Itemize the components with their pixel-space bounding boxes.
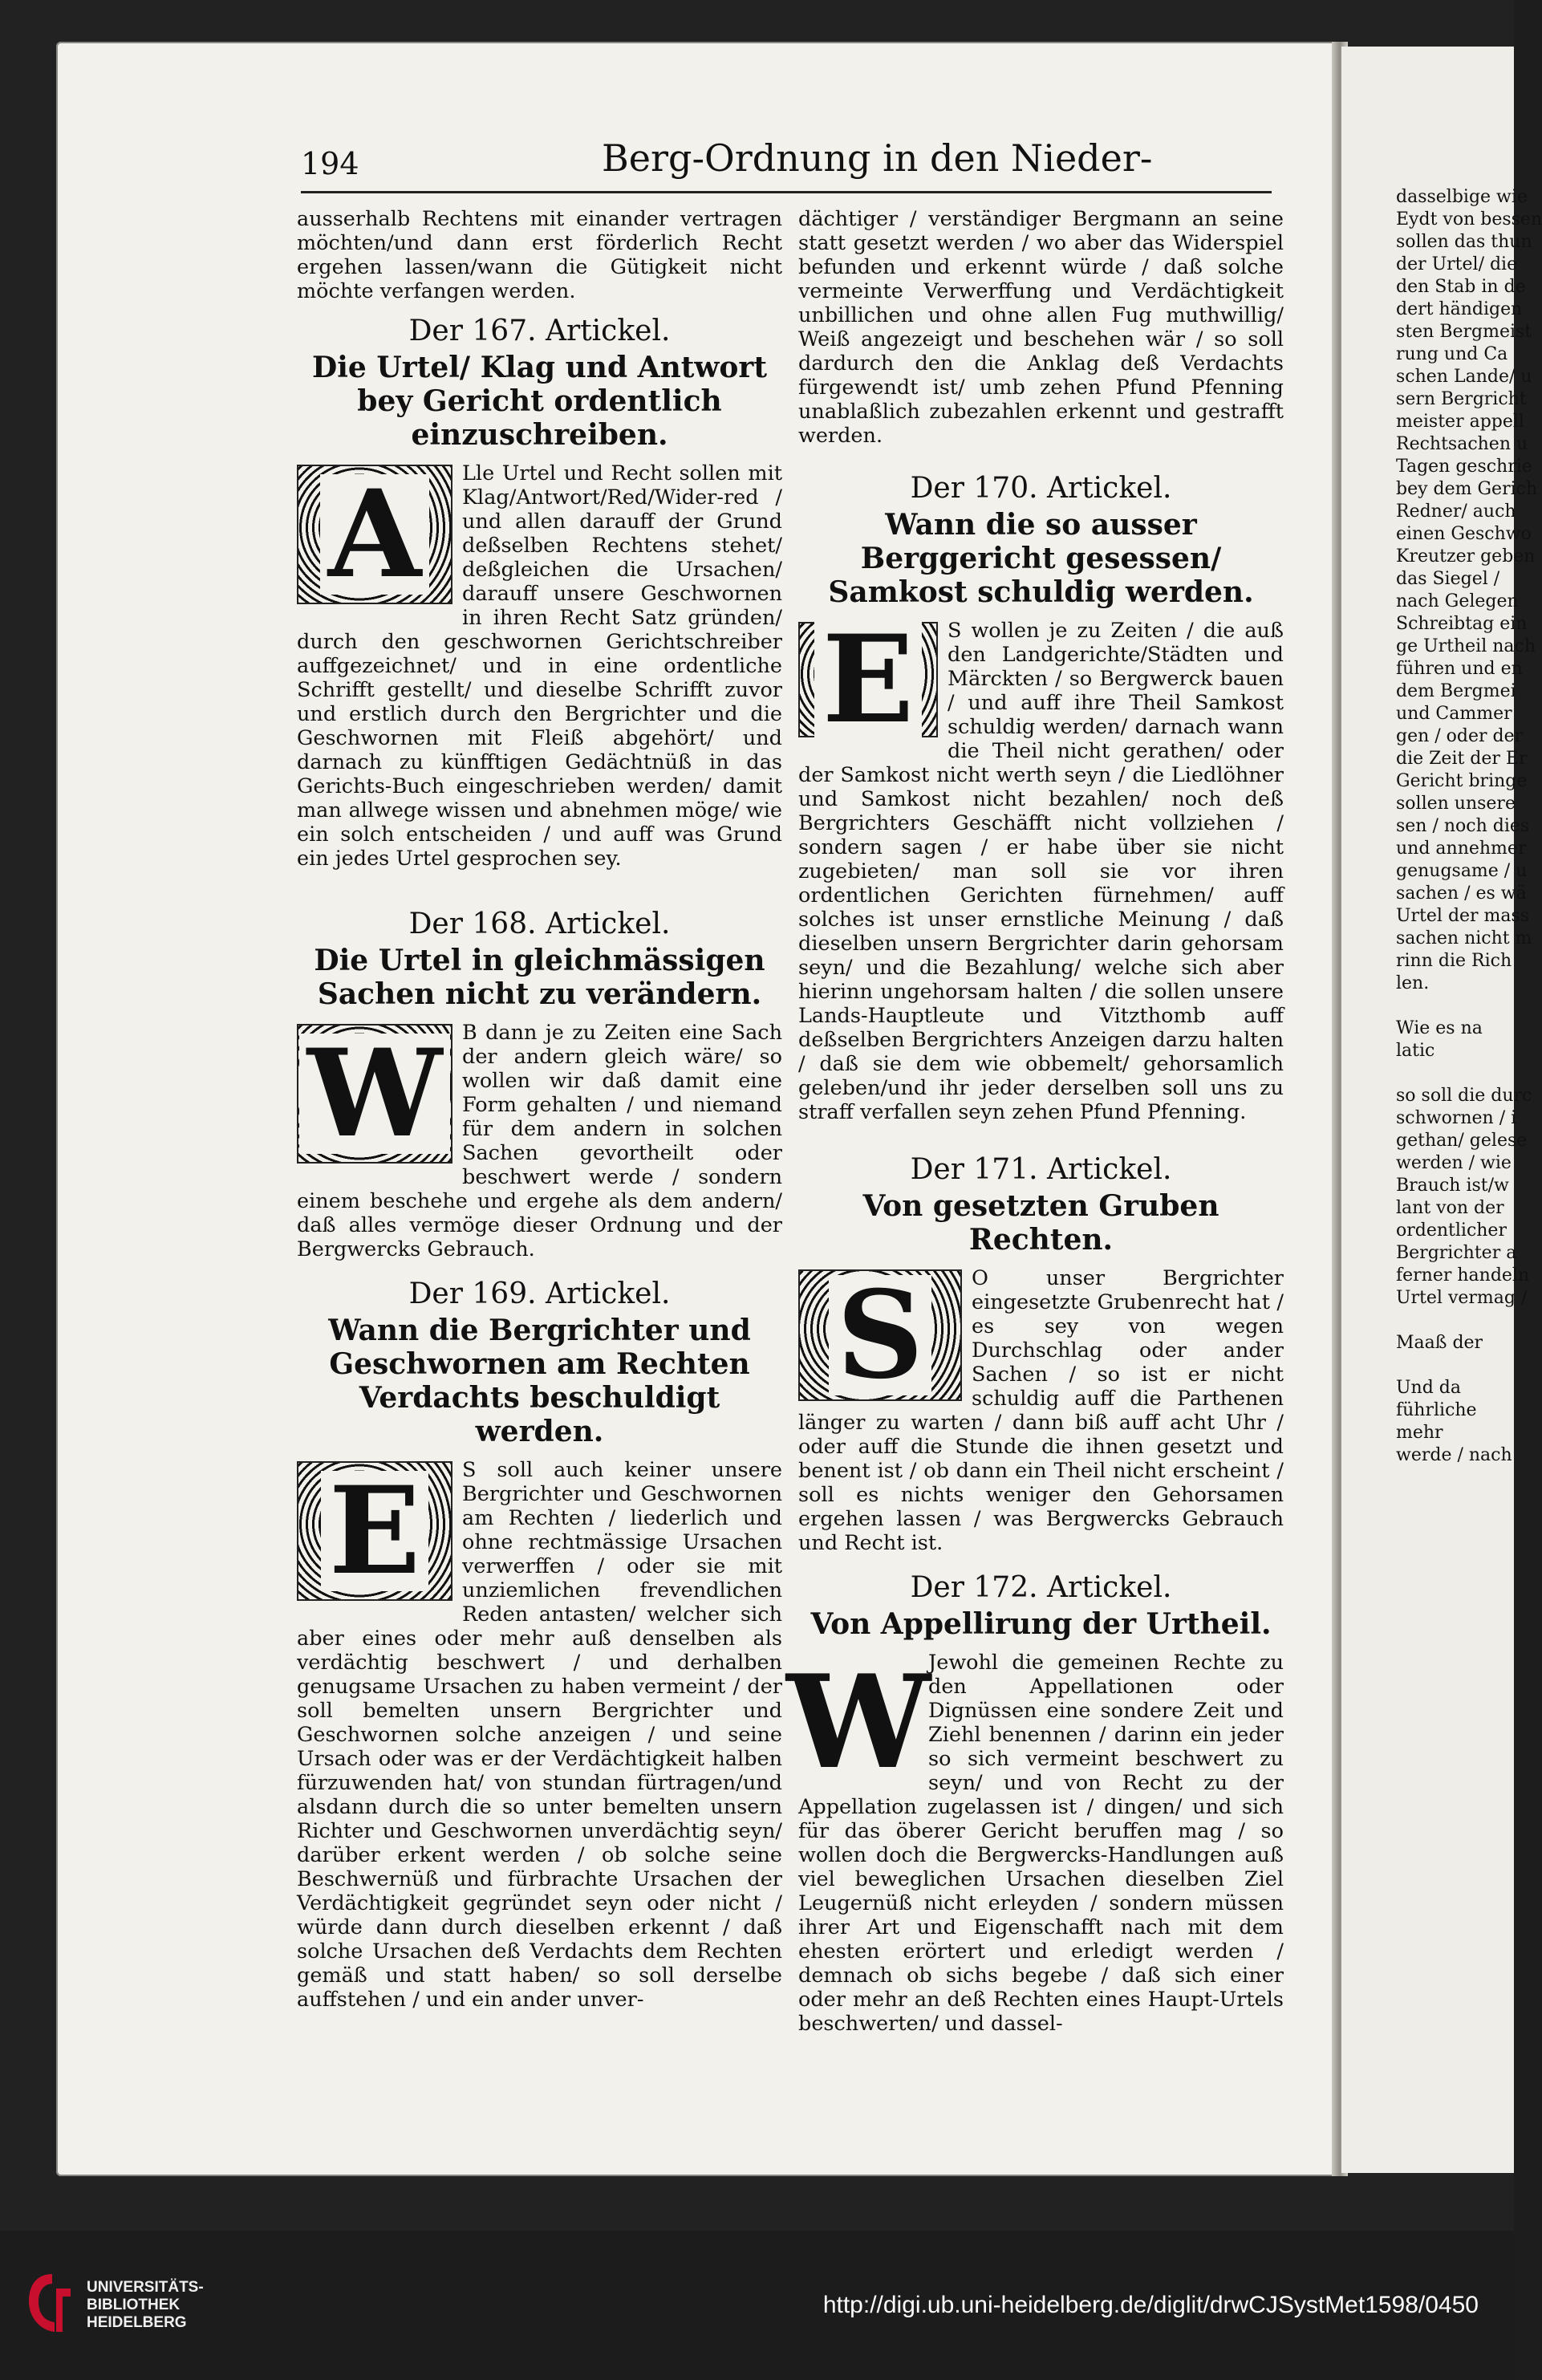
initial-letter: E	[814, 619, 922, 740]
right-page-line: latic	[1396, 1041, 1435, 1061]
right-page-line: sollen unsere	[1396, 794, 1516, 814]
right-page-line: werden / wie	[1396, 1153, 1512, 1173]
right-page-line	[1396, 1310, 1508, 1332]
right-page-line: Urtel vermag /	[1396, 1288, 1528, 1308]
right-page-line: so soll die durc	[1396, 1086, 1532, 1106]
right-page-line: sollen das thun	[1396, 232, 1532, 252]
right-page-line: der Urtel/ die	[1396, 254, 1518, 274]
right-page-line: nach Gelegen	[1396, 591, 1519, 611]
running-head: Berg-Ordnung in den Nieder-	[602, 136, 1153, 180]
right-page-line: einen Geschwo	[1396, 524, 1532, 544]
initial-letter: S	[829, 1275, 931, 1395]
right-page-line: werde / nach	[1396, 1445, 1512, 1465]
right-page-line: führliche	[1396, 1400, 1477, 1420]
library-name-line: HEIDELBERG	[87, 2314, 187, 2331]
library-name-line: BIBLIOTHEK	[87, 2297, 181, 2313]
right-page-line: Wie es na	[1396, 1018, 1483, 1038]
right-page-line: schen Lande/ u	[1396, 367, 1532, 387]
right-page-line: meister appell	[1396, 412, 1524, 432]
article-body: S wollen je zu Zeiten / die auß den Landgerichte/Städten und Märckten / so Bergwerck bauen / und auff ihre Theil Samkost schuldig werden/ darnach wann die Theil nicht gerathen/ oder der Samkost nicht werth seyn / die Liedlöhner und Samkost nicht bezahlen/ noch deß Bergrichters Geschäfft nicht vollziehen / sondern sagen / er habe über sie nicht zugebieten/ man soll sie vor ihren ordentlichen Gerichten fürnehmen/ auff solches ist unser ernstliche Meinung / daß dieselben unsern Bergrichter darin gehorsam seyn/ und die Bezahlung/ welche sich aber hierinn ungehorsam halten / die sollen unsere Lands-Hauptleute und Vitzthomb auff deßselben Bergrichters Anzeigen darzu halten / daß sie dem wie obbemelt/ gehorsamlich geleben/und ihr jeder derselben soll uns zu straff verfallen seyn zehen Pfund Pfenning.	[798, 619, 1284, 1124]
article-number: Der 172. Artickel.	[910, 1571, 1172, 1604]
right-page-line: und annehmer	[1396, 839, 1527, 859]
right-page-line: Gericht bringe	[1396, 771, 1528, 791]
article-title: Von gesetzten Gruben Rechten.	[862, 1189, 1219, 1257]
right-page-line: sachen / es wä	[1396, 883, 1527, 904]
article-body: Jewohl die gemeinen Rechte zu den Appellationen oder Dignüssen eine sondere Zeit und Ziehl benennen / darinn ein jeder so sich vermeint beschwert zu seyn/ und von Recht zu der Appellation zugelassen ist / dingen/ und sich für das öberer Gericht beruffen mag / so wollen doch die Bergwercks-Handlungen auß viel beweglichen Ursachen dieselben Ziel Leugernüß nicht erleyden / sondern müssen ihrer Art und Eigenschafft nach mit dem ehesten erörtert und erledigt werden / demnach ob sichs begebe / daß sich einer oder mehr an deß Rechten eines Haupt-Urtels beschwerten/ und dassel-	[798, 1651, 1284, 2036]
left-column	[297, 207, 782, 2017]
header-rule	[301, 191, 1272, 193]
right-page-line: mehr	[1396, 1423, 1443, 1443]
page-number: 194	[301, 146, 359, 181]
article-number: Der 171. Artickel.	[910, 1153, 1172, 1186]
right-page-line: Bergrichter a	[1396, 1243, 1517, 1263]
right-page-line: rinn die Rich	[1396, 951, 1512, 971]
right-page-line: sachen nicht m	[1396, 928, 1532, 948]
right-page-line: dem Bergmei	[1396, 681, 1516, 701]
right-page-line: schwornen / i	[1396, 1108, 1517, 1128]
right-page-line: sten Bergmeist	[1396, 322, 1532, 342]
initial-letter: W	[299, 1034, 450, 1154]
right-page-line	[1396, 995, 1508, 1017]
right-page-line: und Cammer	[1396, 704, 1512, 724]
permalink-url[interactable]: http://digi.ub.uni-heidelberg.de/diglit/drwCJSystMet1598/0450	[822, 2292, 1479, 2318]
initial-letter: A	[320, 474, 429, 595]
initial-letter: W	[786, 1647, 931, 1797]
article-title: Wann die so ausser Berggericht gesessen/ Samkost schuldig werden.	[828, 508, 1254, 609]
right-page-line: gethan/ gelese	[1396, 1131, 1528, 1151]
article-number: Der 170. Artickel.	[910, 472, 1172, 505]
right-page-line: den Stab in de	[1396, 277, 1526, 297]
library-name	[87, 2279, 204, 2332]
right-page-line: Und da	[1396, 1378, 1461, 1398]
library-name-line: UNIVERSITÄTS-	[87, 2279, 204, 2296]
right-page-line: genugsame / u	[1396, 861, 1528, 881]
article-body: S soll auch keiner unsere Bergrichter und Geschwornen am Rechten / liederlich und ohne rechtmässige Ursachen verwerffen / oder sie mit unziemlichen frevendlichen Reden antasten/ welcher sich aber eines oder mehr auß denselben als verdächtig beschwert / und derhalben genugsame Ursachen zu haben vermeint / der soll bemelten unsern Bergrichter und Geschwornen solche anzeigen / und seine Ursach oder was er der Verdächtigkeit halben fürzuwenden hat/ von stundan fürtragen/und alsdann durch die so unter bemelten unsern Richter und Geschwornen unverdächtig seyn/ darüber erkent werden / ob solche seine Beschwernüß und fürbrachte Ursachen der Verdächtigkeit gegründet seyn oder nicht / würde dann durch dieselben erkennt / daß solche Ursachen deß Verdachts dem Rechten gemäß und statt haben/ so soll derselbe auffstehen / und ein ander unver-	[297, 1458, 782, 2012]
decorated-initial	[798, 609, 938, 750]
right-page-line: gen / oder der	[1396, 726, 1524, 746]
right-page-line: sern Bergricht	[1396, 389, 1527, 409]
article-number: Der 168. Artickel.	[408, 908, 671, 940]
right-page-line: dert händigen	[1396, 299, 1523, 319]
right-page-line: ge Urtheil nach	[1396, 636, 1536, 656]
right-page-line: Kreutzer geben	[1396, 546, 1536, 567]
decorated-initial	[798, 1265, 962, 1406]
right-page-line: len.	[1396, 973, 1430, 993]
right-page-line: führen und en	[1396, 659, 1523, 679]
right-page-line: Maaß der	[1396, 1333, 1483, 1353]
right-page-text	[1396, 186, 1542, 1467]
continued-text: dächtiger / verständiger Bergmann an seine statt gesetzt werden / wo aber das Widerspiel befunden und erkennt würde / daß solche vermeinte Verwerffung und Verdächtigkeit unbillichen und ohne allen Fug muthwillig/ Weiß angezeigt und beschehen wär / so soll dardurch den die Anklag deß Verdachts fürgewendt ist/ umb zehen Pfund Pfenning unablaßlich zubezahlen erkennt und gestrafft werden.	[798, 207, 1284, 448]
right-page-line	[1396, 1062, 1508, 1085]
right-page-line: rung und Ca	[1396, 344, 1508, 364]
continued-text: ausserhalb Rechtens mit einander vertragen möchten/und dann erst förderlich Recht ergehen lassen/wann die Gütigkeit nicht möchte verfangen werden.	[297, 207, 782, 303]
right-page-line: Tagen geschrie	[1396, 457, 1532, 477]
decorated-initial	[297, 465, 452, 604]
article-title: Wann die Bergrichter und Geschwornen am Rechten Verdachts beschuldigt werden.	[328, 1314, 751, 1448]
right-page-line: dasselbige wie	[1396, 187, 1528, 207]
article-title: Die Urtel in gleichmässigen Sachen nicht zu verändern.	[314, 944, 765, 1011]
decorated-initial	[297, 1461, 452, 1601]
right-page-line: die Zeit der Er	[1396, 749, 1528, 769]
right-page-line: Urtel der mass	[1396, 906, 1530, 926]
university-logo-icon[interactable]	[24, 2269, 80, 2337]
article-title: Die Urtel/ Klag und Antwort bey Gericht ordentlich einzuschreiben.	[312, 351, 767, 452]
article-title: Von Appellirung der Urtheil.	[810, 1607, 1272, 1641]
right-page-line: lant von der	[1396, 1198, 1504, 1218]
initial-letter: E	[321, 1471, 428, 1591]
viewer-footer	[0, 2231, 1514, 2380]
fraktur-initial	[786, 1647, 931, 1797]
right-page-line: ordentlicher	[1396, 1220, 1507, 1241]
article-number: Der 169. Artickel.	[408, 1277, 671, 1310]
right-page-line: Schreibtag ein	[1396, 614, 1528, 634]
article-body: O unser Bergrichter eingesetzte Grubenrecht hat / es sey von wegen Durchschlag oder ander Sachen / so ist er nicht schuldig auff die Parthenen länger zu warten / dann biß auff acht Uhr / oder auff die Stunde die ihnen gesetzt und benent ist / ob dann ein Theil nicht erscheint / soll es nichts weniger den Gehorsamen ergehen lassen / was Bergwercks Gebrauch und Recht ist.	[798, 1266, 1284, 1555]
right-page-line: Rechtsachen u	[1396, 434, 1528, 454]
article-body: Lle Urtel und Recht sollen mit Klag/Antwort/Red/Wider-red / und allen darauff der Grund deßselben Rechtens stehet/ deßgleichen die Ursachen/ darauff unsere Geschwornen in ihren Recht Satz gründen/ durch den geschwornen Gerichtschreiber auffgezeichnet/ und in eine ordentliche Schrifft gestellt/ und dieselbe Schrifft zuvor und erstlich durch den Bergrichter und die Geschwornen mit Fleiß abgehört/ und darnach zu künfftigen Gedächtnüß in das Gerichts-Buch eingeschrieben werden/ damit man allwege wissen und abnehmen möge/ wie ein solch entscheiden / und auff was Grund ein jedes Urtel gesprochen sey.	[297, 461, 782, 871]
right-page-line: sen / noch dies	[1396, 816, 1530, 836]
decorated-initial	[297, 1024, 452, 1164]
right-page-line: bey dem Gerich	[1396, 479, 1538, 499]
right-page-line: ferner handeln	[1396, 1265, 1530, 1285]
right-page-line: Brauch ist/w	[1396, 1176, 1509, 1196]
right-page-line	[1396, 1354, 1508, 1377]
right-page-line: Redner/ auch	[1396, 502, 1516, 522]
middle-column	[786, 207, 1284, 2041]
article-number: Der 167. Artickel.	[408, 315, 671, 347]
right-page-line: das Siegel /	[1396, 569, 1500, 589]
right-page-line: Eydt von bessen	[1396, 209, 1542, 229]
article-body: B dann je zu Zeiten eine Sach der andern gleich wäre/ so wollen wir daß damit eine Form gehalten / und niemand für dem andern in solchen Sachen gevortheilt oder beschwert werde / sondern einem beschehe und ergehe als dem andern/ daß alles vermöge dieser Ordnung und der Bergwercks Gebrauch.	[297, 1021, 782, 1261]
